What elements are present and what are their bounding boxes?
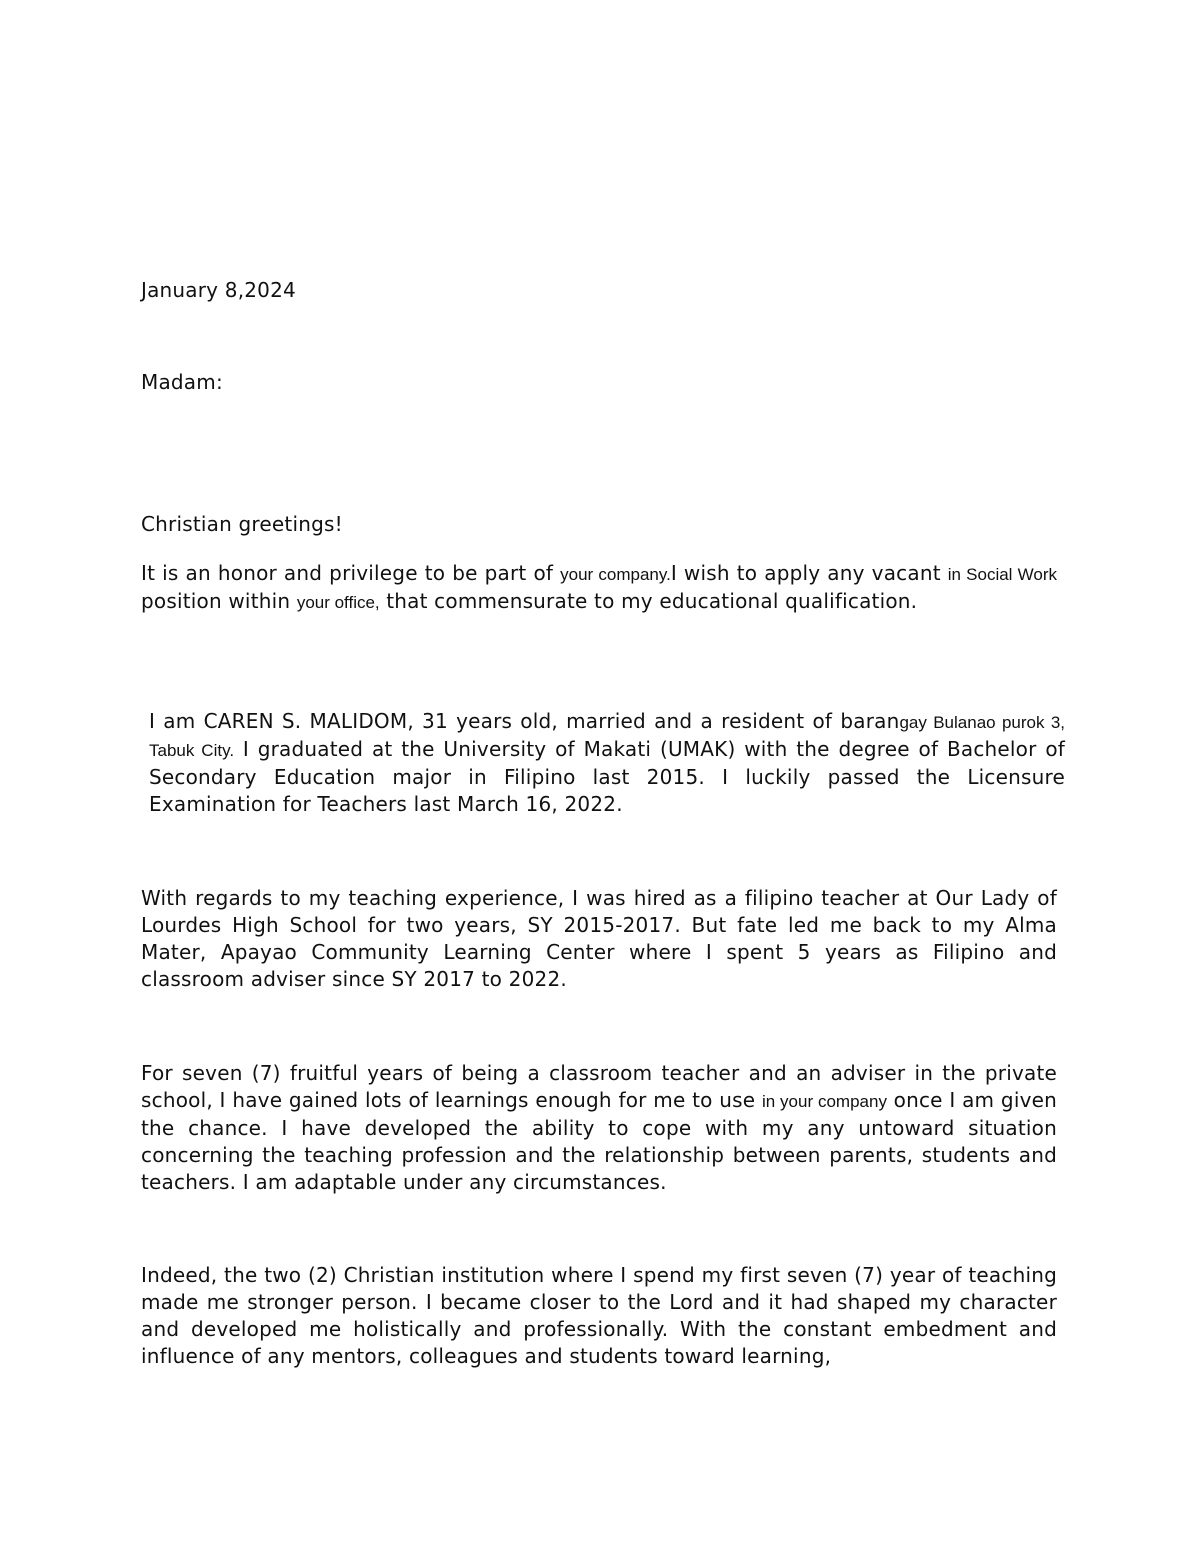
p4-company: in your company [761, 1092, 887, 1111]
p2-text-a: I am CAREN S. MALIDOM, 31 years old, married and a resident of baran [149, 709, 900, 733]
paragraph-application [141, 560, 1057, 616]
p2-text-c: I graduated at the University of Makati (UMAK) with the degree of Bachelor of Secondary Education major in Filipino last 2015. I luckily passed the Licensure Examination for Teachers last March 16, 2022. [149, 737, 1066, 816]
p2-address: gay Bulanao purok 3, Tabuk City. [149, 713, 1066, 760]
p1-text-e: position within [141, 589, 297, 613]
p4-text-a: For seven (7) fruitful years of being a classroom teacher and an adviser in the private school, I have gained lots of learnings enough for me to use [141, 1061, 1057, 1112]
paragraph-skills [141, 1060, 1057, 1196]
letter-date: January 8,2024 [141, 278, 296, 302]
p1-company: your company. [560, 565, 671, 584]
p1-social-work: in Social Work [947, 565, 1057, 584]
p4-text-c: once I am given the chance. I have developed the ability to cope with my any untoward situation concerning the teaching profession and the relationship between parents, students and teachers. I am adaptable under any circumstances. [141, 1088, 1057, 1194]
paragraph-introduction [141, 708, 1065, 818]
paragraph-institution: Indeed, the two (2) Christian institution where I spend my first seven (7) year of teaching made me stronger person. I became closer to the Lord and it had shaped my character and developed me holistically and professionally. With the constant embedment and influence of any mentors, colleagues and students toward learning, [141, 1263, 1057, 1368]
greeting: Christian greetings! [141, 512, 343, 536]
salutation: Madam: [141, 370, 223, 394]
p1-text-g: that commensurate to my educational qualification. [379, 589, 918, 613]
p1-office: your office, [296, 593, 380, 612]
p1-text-c: I wish to apply any vacant [670, 561, 948, 585]
paragraph-experience: With regards to my teaching experience, I was hired as a filipino teacher at Our Lady of Lourdes High School for two years, SY 2015-2017. But fate led me back to my Alma Mater, Apayao Community Learning Center where I spent 5 years as Filipino and classroom adviser since SY 2017 to 2022. [141, 886, 1057, 991]
p1-text-a: It is an honor and privilege to be part of [141, 561, 561, 585]
